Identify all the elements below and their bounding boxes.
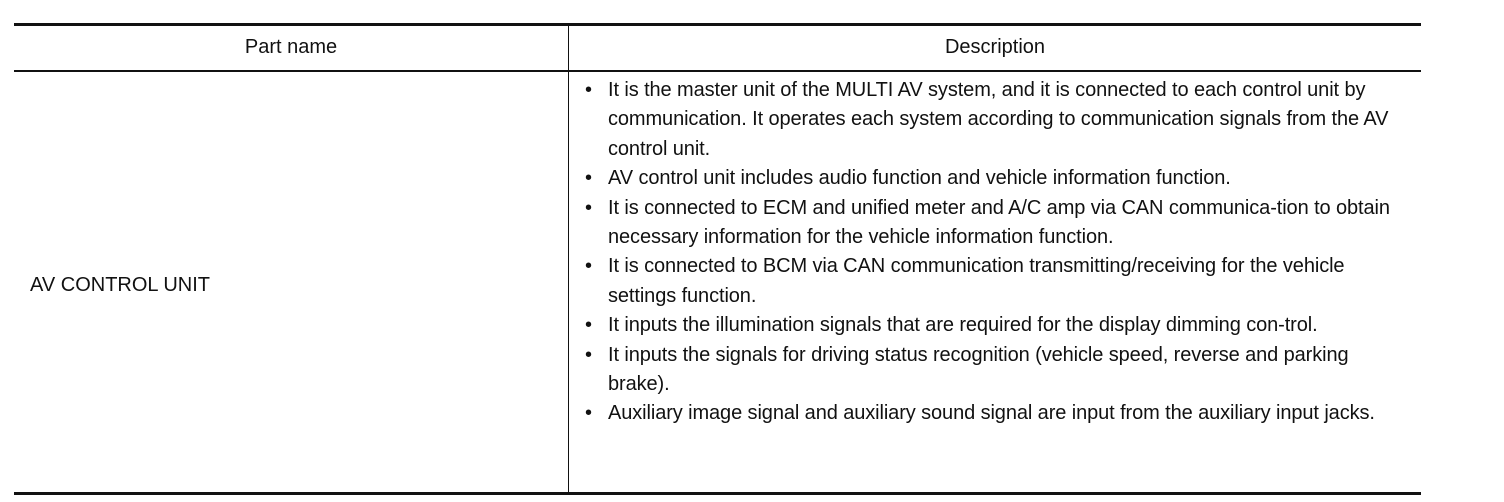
bullet-text: It is connected to BCM via CAN communication transmitting/receiving for the vehicle settings function. — [608, 255, 1345, 307]
table-row — [14, 72, 1421, 495]
bullet-text: It inputs the illumination signals that are required for the display dimming con-trol. — [608, 314, 1318, 337]
bullet-text: It inputs the signals for driving status recognition (vehicle speed, reverse and parking brake). — [608, 343, 1349, 396]
parts-description-table — [14, 23, 1421, 495]
part-name-cell: AV CONTROL UNIT — [14, 72, 569, 492]
header-part-name: Part name — [14, 26, 569, 70]
list-item — [585, 252, 1413, 311]
list-item — [585, 76, 1413, 164]
bullet-icon: • — [585, 402, 592, 425]
table-header-row — [14, 26, 1421, 72]
bullet-text: AV control unit includes audio function and vehicle information function. — [608, 167, 1231, 190]
list-item — [585, 399, 1413, 428]
description-bullet-list — [585, 76, 1413, 429]
bullet-icon: • — [585, 79, 592, 101]
bullet-icon: • — [585, 314, 592, 337]
bullet-text: It is the master unit of the MULTI AV system, and it is connected to each control unit by communication. It operates each system according to communication signals from the AV control unit. — [608, 79, 1389, 160]
description-cell — [569, 72, 1421, 492]
header-description: Description — [944, 35, 1046, 58]
bullet-icon: • — [585, 343, 592, 366]
list-item — [585, 341, 1413, 400]
list-item — [585, 194, 1413, 253]
bullet-text: It is connected to ECM and unified meter and A/C amp via CAN communica-tion to obtain necessary information for the vehicle information function. — [608, 196, 1390, 249]
bullet-icon: • — [585, 255, 592, 278]
bullet-icon: • — [585, 167, 592, 190]
list-item — [585, 164, 1413, 193]
bullet-text: Auxiliary image signal and auxiliary sound signal are input from the auxiliary input jacks. — [608, 402, 1375, 425]
list-item — [585, 311, 1413, 340]
bullet-icon: • — [585, 196, 592, 219]
